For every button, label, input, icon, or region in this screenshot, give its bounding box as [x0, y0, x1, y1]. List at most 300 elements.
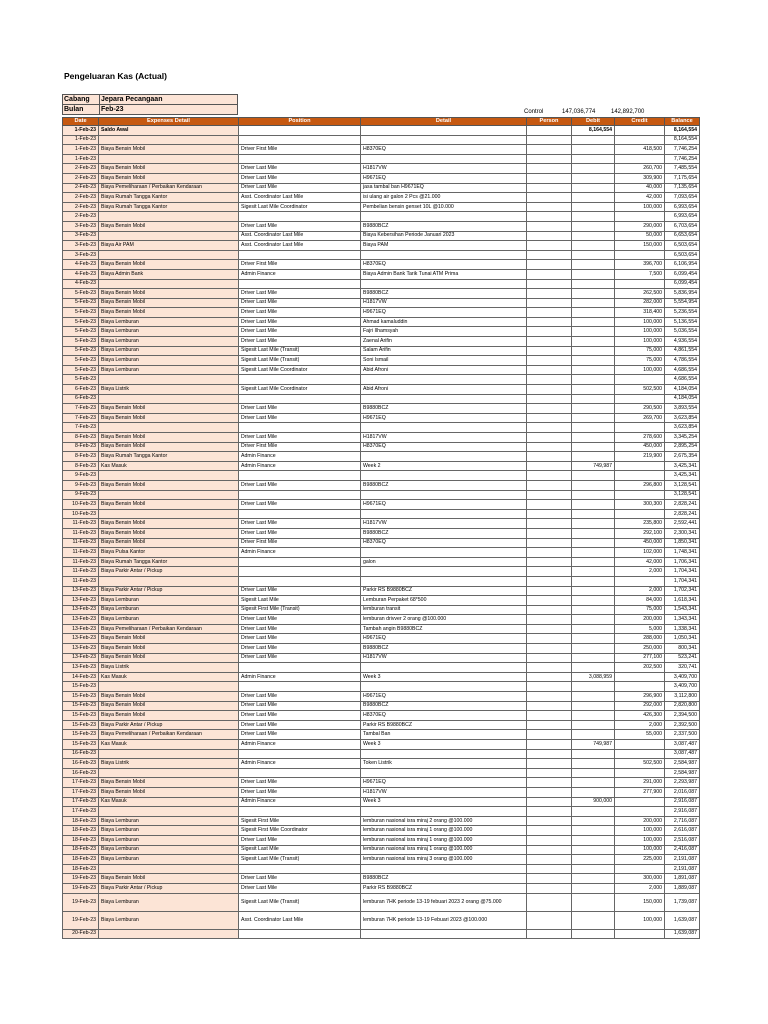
cell-expenses-detail[interactable]: Biaya Bensin Mobil	[99, 145, 239, 155]
cell-date[interactable]: 13-Feb-23	[63, 605, 99, 615]
cell-date[interactable]: 18-Feb-23	[63, 816, 99, 826]
cell-credit[interactable]: 100,000	[615, 365, 665, 375]
cell-expenses-detail[interactable]: Kas Masuk	[99, 797, 239, 807]
cell-debit[interactable]	[572, 893, 615, 911]
cell-date[interactable]: 1-Feb-23	[63, 126, 99, 136]
cell-balance[interactable]: 3,128,541	[665, 480, 700, 490]
cell-expenses-detail[interactable]	[99, 423, 239, 433]
cell-detail[interactable]: H9671EQ	[361, 692, 527, 702]
cell-person[interactable]	[527, 413, 572, 423]
cell-date[interactable]: 20-Feb-23	[63, 929, 99, 939]
cell-expenses-detail[interactable]: Biaya Lemburan	[99, 845, 239, 855]
cell-balance[interactable]: 2,592,441	[665, 519, 700, 529]
cell-credit[interactable]: 100,000	[615, 845, 665, 855]
cell-person[interactable]	[527, 356, 572, 366]
cell-date[interactable]: 16-Feb-23	[63, 749, 99, 759]
cell-person[interactable]	[527, 701, 572, 711]
cell-person[interactable]	[527, 509, 572, 519]
cell-detail[interactable]: B9880BCZ	[361, 644, 527, 654]
cell-person[interactable]	[527, 663, 572, 673]
cell-balance[interactable]: 5,136,554	[665, 317, 700, 327]
cell-balance[interactable]: 1,704,341	[665, 576, 700, 586]
cell-position[interactable]	[239, 375, 361, 385]
cell-position[interactable]	[239, 509, 361, 519]
cell-credit[interactable]: 84,000	[615, 596, 665, 606]
cell-debit[interactable]	[572, 883, 615, 893]
cell-person[interactable]	[527, 471, 572, 481]
cell-detail[interactable]: Parkir RS B9880BCZ	[361, 883, 527, 893]
cell-debit[interactable]	[572, 807, 615, 817]
cell-debit[interactable]	[572, 692, 615, 702]
cell-credit[interactable]: 250,000	[615, 644, 665, 654]
cell-position[interactable]: Driver Last Mile	[239, 586, 361, 596]
cell-position[interactable]: Driver Last Mile	[239, 327, 361, 337]
cell-detail[interactable]: H1817VW	[361, 433, 527, 443]
cell-balance[interactable]: 1,543,341	[665, 605, 700, 615]
cell-expenses-detail[interactable]: Biaya Bensin Mobil	[99, 260, 239, 270]
cell-debit[interactable]	[572, 519, 615, 529]
cell-debit[interactable]	[572, 845, 615, 855]
cell-debit[interactable]	[572, 911, 615, 929]
cell-expenses-detail[interactable]: Biaya Bensin Mobil	[99, 173, 239, 183]
cell-balance[interactable]: 6,099,454	[665, 279, 700, 289]
cell-person[interactable]	[527, 740, 572, 750]
cell-credit[interactable]	[615, 797, 665, 807]
cell-person[interactable]	[527, 883, 572, 893]
cell-expenses-detail[interactable]: Biaya Bensin Mobil	[99, 538, 239, 548]
cell-date[interactable]: 16-Feb-23	[63, 768, 99, 778]
cell-debit[interactable]	[572, 787, 615, 797]
cell-expenses-detail[interactable]: Biaya Bensin Mobil	[99, 298, 239, 308]
cell-balance[interactable]: 6,993,654	[665, 212, 700, 222]
cell-person[interactable]	[527, 759, 572, 769]
cell-expenses-detail[interactable]: Biaya Lemburan	[99, 605, 239, 615]
cell-expenses-detail[interactable]: Biaya Parkir Antar / Pickup	[99, 586, 239, 596]
cell-detail[interactable]	[361, 250, 527, 260]
cell-detail[interactable]: Week 3	[361, 740, 527, 750]
cell-balance[interactable]: 1,618,341	[665, 596, 700, 606]
cell-detail[interactable]	[361, 212, 527, 222]
cell-date[interactable]: 8-Feb-23	[63, 442, 99, 452]
cell-balance[interactable]: 1,639,087	[665, 911, 700, 929]
cell-detail[interactable]: B9880BCZ	[361, 480, 527, 490]
cell-balance[interactable]: 1,891,087	[665, 874, 700, 884]
cell-credit[interactable]: 288,000	[615, 634, 665, 644]
cell-credit[interactable]: 100,000	[615, 327, 665, 337]
cell-expenses-detail[interactable]	[99, 749, 239, 759]
cell-balance[interactable]: 6,653,654	[665, 231, 700, 241]
cell-person[interactable]	[527, 346, 572, 356]
cell-person[interactable]	[527, 480, 572, 490]
cell-expenses-detail[interactable]: Biaya Bensin Mobil	[99, 480, 239, 490]
cell-detail[interactable]	[361, 929, 527, 939]
cell-credit[interactable]: 100,000	[615, 835, 665, 845]
cell-detail[interactable]	[361, 807, 527, 817]
cell-detail[interactable]: lemburan nasional isra miraj 2 orang @100.000	[361, 816, 527, 826]
cell-debit[interactable]: 900,000	[572, 797, 615, 807]
cell-balance[interactable]: 2,337,500	[665, 730, 700, 740]
cell-credit[interactable]: 502,500	[615, 759, 665, 769]
cell-expenses-detail[interactable]: Biaya Bensin Mobil	[99, 433, 239, 443]
cell-credit[interactable]: 309,900	[615, 173, 665, 183]
cell-expenses-detail[interactable]: Biaya Bensin Mobil	[99, 787, 239, 797]
cell-balance[interactable]: 1,739,087	[665, 893, 700, 911]
cell-date[interactable]: 15-Feb-23	[63, 711, 99, 721]
cell-balance[interactable]: 6,503,654	[665, 241, 700, 251]
cell-date[interactable]: 2-Feb-23	[63, 193, 99, 203]
cell-credit[interactable]: 502,500	[615, 385, 665, 395]
cell-expenses-detail[interactable]: Biaya Parkir Antar / Pickup	[99, 883, 239, 893]
cell-credit[interactable]: 75,000	[615, 605, 665, 615]
cell-balance[interactable]: 2,300,341	[665, 528, 700, 538]
cell-date[interactable]: 13-Feb-23	[63, 653, 99, 663]
cell-date[interactable]: 11-Feb-23	[63, 576, 99, 586]
cell-credit[interactable]: 42,000	[615, 557, 665, 567]
cell-expenses-detail[interactable]: Biaya Pemeliharaan / Perbaikan Kendaraan	[99, 183, 239, 193]
cell-balance[interactable]: 7,746,254	[665, 145, 700, 155]
cell-person[interactable]	[527, 711, 572, 721]
cell-position[interactable]	[239, 557, 361, 567]
cell-date[interactable]: 5-Feb-23	[63, 289, 99, 299]
cell-person[interactable]	[527, 202, 572, 212]
cell-date[interactable]: 5-Feb-23	[63, 308, 99, 318]
cell-date[interactable]: 15-Feb-23	[63, 740, 99, 750]
cell-debit[interactable]	[572, 231, 615, 241]
cell-expenses-detail[interactable]	[99, 154, 239, 164]
cell-position[interactable]: Driver Last Mile	[239, 692, 361, 702]
cell-date[interactable]: 4-Feb-23	[63, 279, 99, 289]
cell-person[interactable]	[527, 135, 572, 145]
cell-date[interactable]: 5-Feb-23	[63, 375, 99, 385]
cell-position[interactable]	[239, 212, 361, 222]
cell-date[interactable]: 7-Feb-23	[63, 413, 99, 423]
cell-credit[interactable]	[615, 154, 665, 164]
cell-credit[interactable]	[615, 126, 665, 136]
cell-balance[interactable]: 6,106,954	[665, 260, 700, 270]
cell-balance[interactable]: 3,425,341	[665, 471, 700, 481]
cell-person[interactable]	[527, 231, 572, 241]
cell-position[interactable]: Driver Last Mile	[239, 874, 361, 884]
cell-detail[interactable]: lemburan 7HK periode 13-19 febuari 2023 2 orang @75.000	[361, 893, 527, 911]
cell-person[interactable]	[527, 394, 572, 404]
cell-date[interactable]: 13-Feb-23	[63, 634, 99, 644]
cell-debit[interactable]	[572, 135, 615, 145]
cell-detail[interactable]: Tambal Ban	[361, 730, 527, 740]
cell-position[interactable]: Driver Last Mile	[239, 221, 361, 231]
cell-person[interactable]	[527, 538, 572, 548]
cell-credit[interactable]: 269,700	[615, 413, 665, 423]
cell-debit[interactable]	[572, 164, 615, 174]
cell-balance[interactable]: 6,503,654	[665, 250, 700, 260]
cell-expenses-detail[interactable]: Biaya Listrik	[99, 663, 239, 673]
cell-credit[interactable]	[615, 394, 665, 404]
cell-balance[interactable]: 2,416,087	[665, 845, 700, 855]
cell-balance[interactable]: 2,916,087	[665, 807, 700, 817]
cell-date[interactable]: 5-Feb-23	[63, 298, 99, 308]
cell-credit[interactable]: 200,000	[615, 615, 665, 625]
cell-balance[interactable]: 3,623,854	[665, 413, 700, 423]
cell-position[interactable]: Driver Last Mile	[239, 778, 361, 788]
cell-expenses-detail[interactable]: Biaya Rumah Tangga Kantor	[99, 193, 239, 203]
cell-person[interactable]	[527, 586, 572, 596]
cell-detail[interactable]: Tambah angin B9880BCZ	[361, 624, 527, 634]
cell-balance[interactable]: 1,704,341	[665, 567, 700, 577]
cell-debit[interactable]	[572, 173, 615, 183]
cell-debit[interactable]	[572, 183, 615, 193]
cell-balance[interactable]: 4,686,554	[665, 375, 700, 385]
cell-detail[interactable]: lemburan 7HK periode 13-19 Febuari 2023 @100.000	[361, 911, 527, 929]
cell-detail[interactable]: H8370EQ	[361, 145, 527, 155]
cell-credit[interactable]: 450,000	[615, 442, 665, 452]
cell-person[interactable]	[527, 768, 572, 778]
cell-expenses-detail[interactable]: Biaya Lemburan	[99, 835, 239, 845]
cell-credit[interactable]: 282,000	[615, 298, 665, 308]
cell-date[interactable]: 11-Feb-23	[63, 548, 99, 558]
cell-detail[interactable]: Abid Afroni	[361, 365, 527, 375]
cell-date[interactable]: 13-Feb-23	[63, 615, 99, 625]
cell-expenses-detail[interactable]: Biaya Bensin Mobil	[99, 500, 239, 510]
cell-date[interactable]: 19-Feb-23	[63, 893, 99, 911]
cell-debit[interactable]: 749,987	[572, 740, 615, 750]
cell-balance[interactable]: 6,099,454	[665, 269, 700, 279]
cell-debit[interactable]	[572, 548, 615, 558]
cell-person[interactable]	[527, 807, 572, 817]
cell-position[interactable]: Asst. Coordinator Last Mile	[239, 911, 361, 929]
cell-credit[interactable]: 292,100	[615, 528, 665, 538]
cell-person[interactable]	[527, 317, 572, 327]
cell-date[interactable]: 13-Feb-23	[63, 624, 99, 634]
cell-position[interactable]: Driver Last Mile	[239, 519, 361, 529]
cell-detail[interactable]: lemburan transit	[361, 605, 527, 615]
cell-position[interactable]: Driver Last Mile	[239, 835, 361, 845]
cell-person[interactable]	[527, 365, 572, 375]
cell-position[interactable]	[239, 471, 361, 481]
cell-date[interactable]: 3-Feb-23	[63, 231, 99, 241]
cell-debit[interactable]	[572, 356, 615, 366]
cell-position[interactable]: Sigesit Last Mile (Transit)	[239, 356, 361, 366]
cell-debit[interactable]	[572, 596, 615, 606]
cell-expenses-detail[interactable]: Biaya Bensin Mobil	[99, 711, 239, 721]
cell-detail[interactable]: Biaya PAM	[361, 241, 527, 251]
cell-person[interactable]	[527, 308, 572, 318]
cell-person[interactable]	[527, 519, 572, 529]
cell-detail[interactable]: Abid Afroni	[361, 385, 527, 395]
cell-position[interactable]: Driver First Mile	[239, 260, 361, 270]
cell-person[interactable]	[527, 145, 572, 155]
cell-detail[interactable]: Biaya Kebersihan Periode Januari 2023	[361, 231, 527, 241]
cell-expenses-detail[interactable]: Biaya Bensin Mobil	[99, 519, 239, 529]
cell-date[interactable]: 10-Feb-23	[63, 500, 99, 510]
cell-expenses-detail[interactable]	[99, 509, 239, 519]
cell-expenses-detail[interactable]: Biaya Lemburan	[99, 596, 239, 606]
cell-expenses-detail[interactable]: Biaya Bensin Mobil	[99, 644, 239, 654]
cell-debit[interactable]	[572, 576, 615, 586]
cell-expenses-detail[interactable]: Biaya Listrik	[99, 759, 239, 769]
cell-detail[interactable]: Ahmad kamaluddin	[361, 317, 527, 327]
cell-balance[interactable]: 2,394,500	[665, 711, 700, 721]
cell-debit[interactable]	[572, 279, 615, 289]
cell-person[interactable]	[527, 835, 572, 845]
cell-person[interactable]	[527, 778, 572, 788]
cell-expenses-detail[interactable]: Biaya Lemburan	[99, 615, 239, 625]
cell-expenses-detail[interactable]	[99, 768, 239, 778]
cell-balance[interactable]: 8,164,554	[665, 135, 700, 145]
cell-debit[interactable]	[572, 874, 615, 884]
cell-balance[interactable]: 3,623,854	[665, 423, 700, 433]
cell-expenses-detail[interactable]	[99, 212, 239, 222]
cell-expenses-detail[interactable]	[99, 807, 239, 817]
cell-detail[interactable]: galon	[361, 557, 527, 567]
cell-date[interactable]: 5-Feb-23	[63, 346, 99, 356]
cell-balance[interactable]: 2,716,087	[665, 816, 700, 826]
cell-balance[interactable]: 800,341	[665, 644, 700, 654]
cell-date[interactable]: 9-Feb-23	[63, 490, 99, 500]
cell-balance[interactable]: 7,485,554	[665, 164, 700, 174]
cell-debit[interactable]	[572, 605, 615, 615]
cell-position[interactable]: Asst. Coordinator Last Mile	[239, 241, 361, 251]
cell-person[interactable]	[527, 911, 572, 929]
cell-date[interactable]: 13-Feb-23	[63, 596, 99, 606]
cell-person[interactable]	[527, 845, 572, 855]
cell-expenses-detail[interactable]: Biaya Bensin Mobil	[99, 164, 239, 174]
cell-detail[interactable]: H1817VW	[361, 653, 527, 663]
cell-detail[interactable]	[361, 423, 527, 433]
cell-position[interactable]	[239, 126, 361, 136]
cell-debit[interactable]	[572, 615, 615, 625]
cell-person[interactable]	[527, 567, 572, 577]
cell-credit[interactable]	[615, 682, 665, 692]
cell-credit[interactable]: 278,600	[615, 433, 665, 443]
cell-date[interactable]: 19-Feb-23	[63, 874, 99, 884]
cell-credit[interactable]: 235,800	[615, 519, 665, 529]
cell-position[interactable]: Driver Last Mile	[239, 164, 361, 174]
cell-balance[interactable]: 3,345,254	[665, 433, 700, 443]
cell-credit[interactable]: 40,000	[615, 183, 665, 193]
cell-position[interactable]: Sigesit Last Mile	[239, 596, 361, 606]
cell-position[interactable]: Driver Last Mile	[239, 298, 361, 308]
cell-date[interactable]: 5-Feb-23	[63, 327, 99, 337]
cell-debit[interactable]	[572, 365, 615, 375]
cell-date[interactable]: 6-Feb-23	[63, 394, 99, 404]
cell-expenses-detail[interactable]: Biaya Rumah Tangga Kantor	[99, 452, 239, 462]
cell-balance[interactable]: 4,936,554	[665, 337, 700, 347]
cell-date[interactable]: 17-Feb-23	[63, 778, 99, 788]
cell-position[interactable]	[239, 279, 361, 289]
cell-detail[interactable]: Lemburan Perpaket 68*500	[361, 596, 527, 606]
cell-date[interactable]: 3-Feb-23	[63, 250, 99, 260]
cell-date[interactable]: 17-Feb-23	[63, 787, 99, 797]
cell-position[interactable]	[239, 576, 361, 586]
cell-position[interactable]	[239, 807, 361, 817]
cell-date[interactable]: 7-Feb-23	[63, 404, 99, 414]
cell-date[interactable]: 15-Feb-23	[63, 682, 99, 692]
cell-person[interactable]	[527, 164, 572, 174]
cell-credit[interactable]: 50,000	[615, 231, 665, 241]
cell-debit[interactable]	[572, 682, 615, 692]
cell-balance[interactable]: 2,016,087	[665, 787, 700, 797]
cell-detail[interactable]	[361, 452, 527, 462]
cell-date[interactable]: 17-Feb-23	[63, 807, 99, 817]
cell-date[interactable]: 6-Feb-23	[63, 385, 99, 395]
cell-credit[interactable]	[615, 672, 665, 682]
cell-balance[interactable]: 2,584,987	[665, 768, 700, 778]
cell-person[interactable]	[527, 442, 572, 452]
cell-date[interactable]: 18-Feb-23	[63, 855, 99, 865]
cell-credit[interactable]: 225,000	[615, 855, 665, 865]
cell-position[interactable]	[239, 864, 361, 874]
cell-person[interactable]	[527, 289, 572, 299]
cell-credit[interactable]	[615, 576, 665, 586]
cell-credit[interactable]: 55,000	[615, 730, 665, 740]
cell-credit[interactable]: 300,300	[615, 500, 665, 510]
cell-expenses-detail[interactable]: Biaya Bensin Mobil	[99, 701, 239, 711]
cell-debit[interactable]	[572, 711, 615, 721]
cell-position[interactable]	[239, 567, 361, 577]
cell-detail[interactable]: B9880BCZ	[361, 404, 527, 414]
cell-expenses-detail[interactable]: Biaya Lemburan	[99, 327, 239, 337]
cell-debit[interactable]	[572, 500, 615, 510]
cell-balance[interactable]: 3,425,341	[665, 461, 700, 471]
cell-date[interactable]: 8-Feb-23	[63, 452, 99, 462]
cell-position[interactable]: Admin Finance	[239, 672, 361, 682]
cell-debit[interactable]	[572, 835, 615, 845]
cell-credit[interactable]	[615, 212, 665, 222]
cell-position[interactable]: Admin Finance	[239, 740, 361, 750]
cell-debit[interactable]	[572, 337, 615, 347]
cell-detail[interactable]: H9671EQ	[361, 413, 527, 423]
cell-position[interactable]: Driver Last Mile	[239, 624, 361, 634]
cell-person[interactable]	[527, 720, 572, 730]
cell-debit[interactable]	[572, 452, 615, 462]
cell-date[interactable]: 5-Feb-23	[63, 365, 99, 375]
cell-position[interactable]: Sigesit Last Mile (Transit)	[239, 893, 361, 911]
bulan-value[interactable]: Feb-23	[100, 105, 238, 115]
cell-position[interactable]	[239, 423, 361, 433]
cell-expenses-detail[interactable]: Biaya Admin Bank	[99, 269, 239, 279]
cell-debit[interactable]	[572, 145, 615, 155]
cell-person[interactable]	[527, 193, 572, 203]
cell-balance[interactable]: 5,236,554	[665, 308, 700, 318]
cell-credit[interactable]	[615, 250, 665, 260]
cell-person[interactable]	[527, 298, 572, 308]
cell-debit[interactable]: 3,088,959	[572, 672, 615, 682]
cell-person[interactable]	[527, 250, 572, 260]
cell-date[interactable]: 4-Feb-23	[63, 269, 99, 279]
cell-person[interactable]	[527, 730, 572, 740]
cell-expenses-detail[interactable]: Biaya Bensin Mobil	[99, 221, 239, 231]
cell-credit[interactable]: 100,000	[615, 202, 665, 212]
cell-date[interactable]: 11-Feb-23	[63, 528, 99, 538]
cell-expenses-detail[interactable]: Biaya Bensin Mobil	[99, 692, 239, 702]
cell-debit[interactable]	[572, 442, 615, 452]
cell-balance[interactable]: 3,087,487	[665, 749, 700, 759]
cell-credit[interactable]: 5,000	[615, 624, 665, 634]
cell-detail[interactable]	[361, 509, 527, 519]
cell-debit[interactable]	[572, 471, 615, 481]
cell-detail[interactable]	[361, 471, 527, 481]
cell-debit[interactable]	[572, 260, 615, 270]
cell-position[interactable]: Driver Last Mile	[239, 883, 361, 893]
cell-person[interactable]	[527, 749, 572, 759]
cell-date[interactable]: 11-Feb-23	[63, 557, 99, 567]
cell-expenses-detail[interactable]: Biaya Pulsa Kantor	[99, 548, 239, 558]
cell-date[interactable]: 19-Feb-23	[63, 883, 99, 893]
cell-person[interactable]	[527, 816, 572, 826]
cell-position[interactable]	[239, 154, 361, 164]
cell-debit[interactable]	[572, 528, 615, 538]
cell-credit[interactable]	[615, 279, 665, 289]
cell-detail[interactable]: Week 2	[361, 461, 527, 471]
